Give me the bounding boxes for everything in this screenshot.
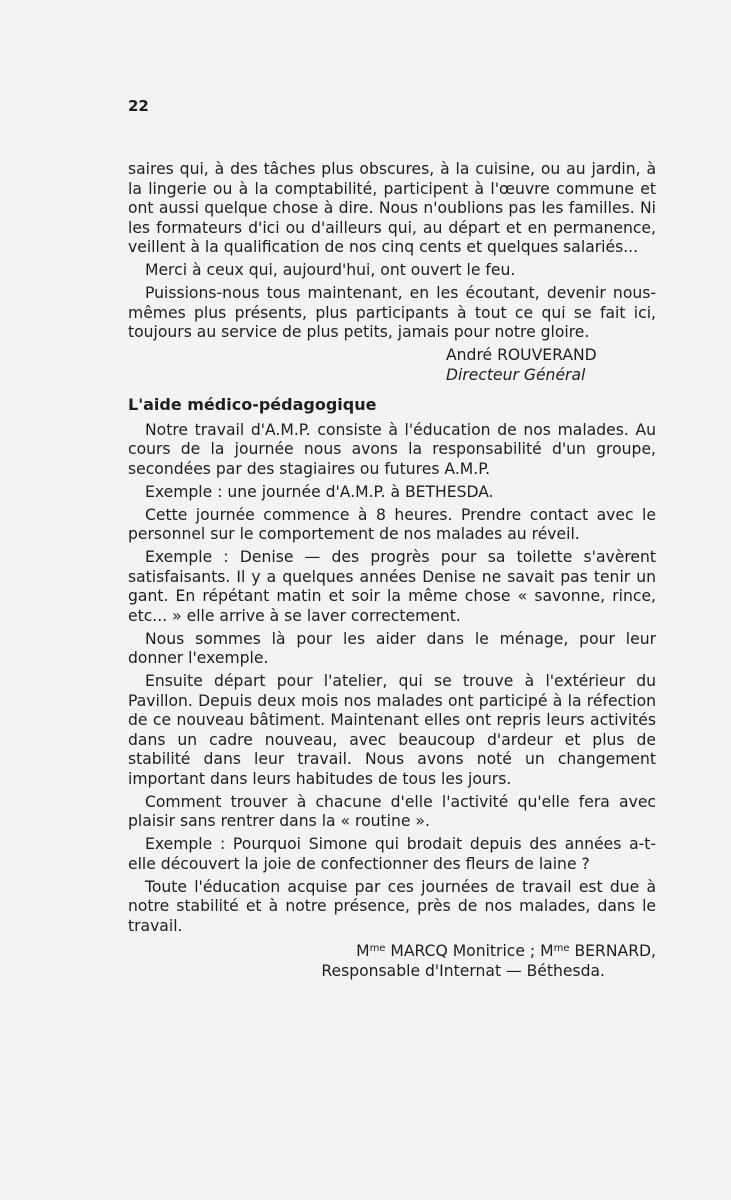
paragraph: Exemple : une journée d'A.M.P. à BETHESDA.: [145, 482, 494, 501]
section-heading: L'aide médico-pédagogique: [128, 395, 377, 414]
signature-authors: [128, 942, 656, 981]
signature-line-2: Responsable d'Internat — Béthesda.: [321, 961, 605, 980]
paragraph: Puissions-nous tous maintenant, en les écoutant, devenir nous-mêmes plus présents, plus participants à tout ce qui se fait ici, toujours au service de plus petits, jamais pour notre gloire.: [128, 284, 656, 341]
body-text: [128, 160, 656, 981]
signature-name: André ROUVERAND: [446, 346, 597, 364]
paragraph: Exemple : Denise — des progrès pour sa toilette s'avèrent satisfaisants. Il y a quelques années Denise ne savait pas tenir un gant. En répétant matin et soir la même chose « savonne, rince, etc... » elle arrive à se laver correctement.: [128, 548, 656, 625]
paragraph: Ensuite départ pour l'atelier, qui se trouve à l'extérieur du Pavillon. Depuis deux mois nos malades ont participé à la réfection de ce nouveau bâtiment. Maintenant elles ont repris leurs activités dans un cadre nouveau, avec beaucoup d'ardeur et plus de stabilité dans leur travail. Nous avons noté un changement important dans leurs habitudes de tous les jours.: [128, 672, 656, 788]
paragraph: Toute l'éducation acquise par ces journées de travail est due à notre stabilité et à notre présence, près de nos malades, dans le travail.: [128, 877, 656, 935]
paragraph: Merci à ceux qui, aujourd'hui, ont ouvert le feu.: [145, 261, 516, 279]
paragraph: Cette journée commence à 8 heures. Prendre contact avec le personnel sur le comportement de nos malades au réveil.: [128, 505, 656, 543]
signature-role: Directeur Général: [446, 365, 586, 384]
paragraph: Exemple : Pourquoi Simone qui brodait depuis des années a-t-elle découvert la joie de confectionner des fleurs de laine ?: [128, 835, 656, 873]
signature-director: [128, 346, 656, 385]
page-number: 22: [128, 97, 149, 115]
paragraph: Notre travail d'A.M.P. consiste à l'éducation de nos malades. Au cours de la journée nous avons la responsabilité d'un groupe, secondées par des stagiaires ou futures A.M.P.: [128, 420, 656, 478]
paragraph: saires qui, à des tâches plus obscures, à la cuisine, ou au jardin, à la lingerie ou à la comptabilité, participent à l'œuvre commune et ont aussi quelque chose à dire. Nous n'oublions pas les familles. Ni les formateurs d'ici ou d'ailleurs qui, au départ et en permanence, veillent à la qualification de nos cinq cents et quelques salariés...: [128, 160, 656, 256]
paragraph: Comment trouver à chacune d'elle l'activité qu'elle fera avec plaisir sans rentrer dans la « routine ».: [128, 792, 656, 830]
signature-line-1: $M^{me}$ MARCQ Monitrice ; $M^{me}$ BERNARD,: [356, 942, 656, 960]
paragraph: Nous sommes là pour les aider dans le ménage, pour leur donner l'exemple.: [128, 629, 656, 667]
